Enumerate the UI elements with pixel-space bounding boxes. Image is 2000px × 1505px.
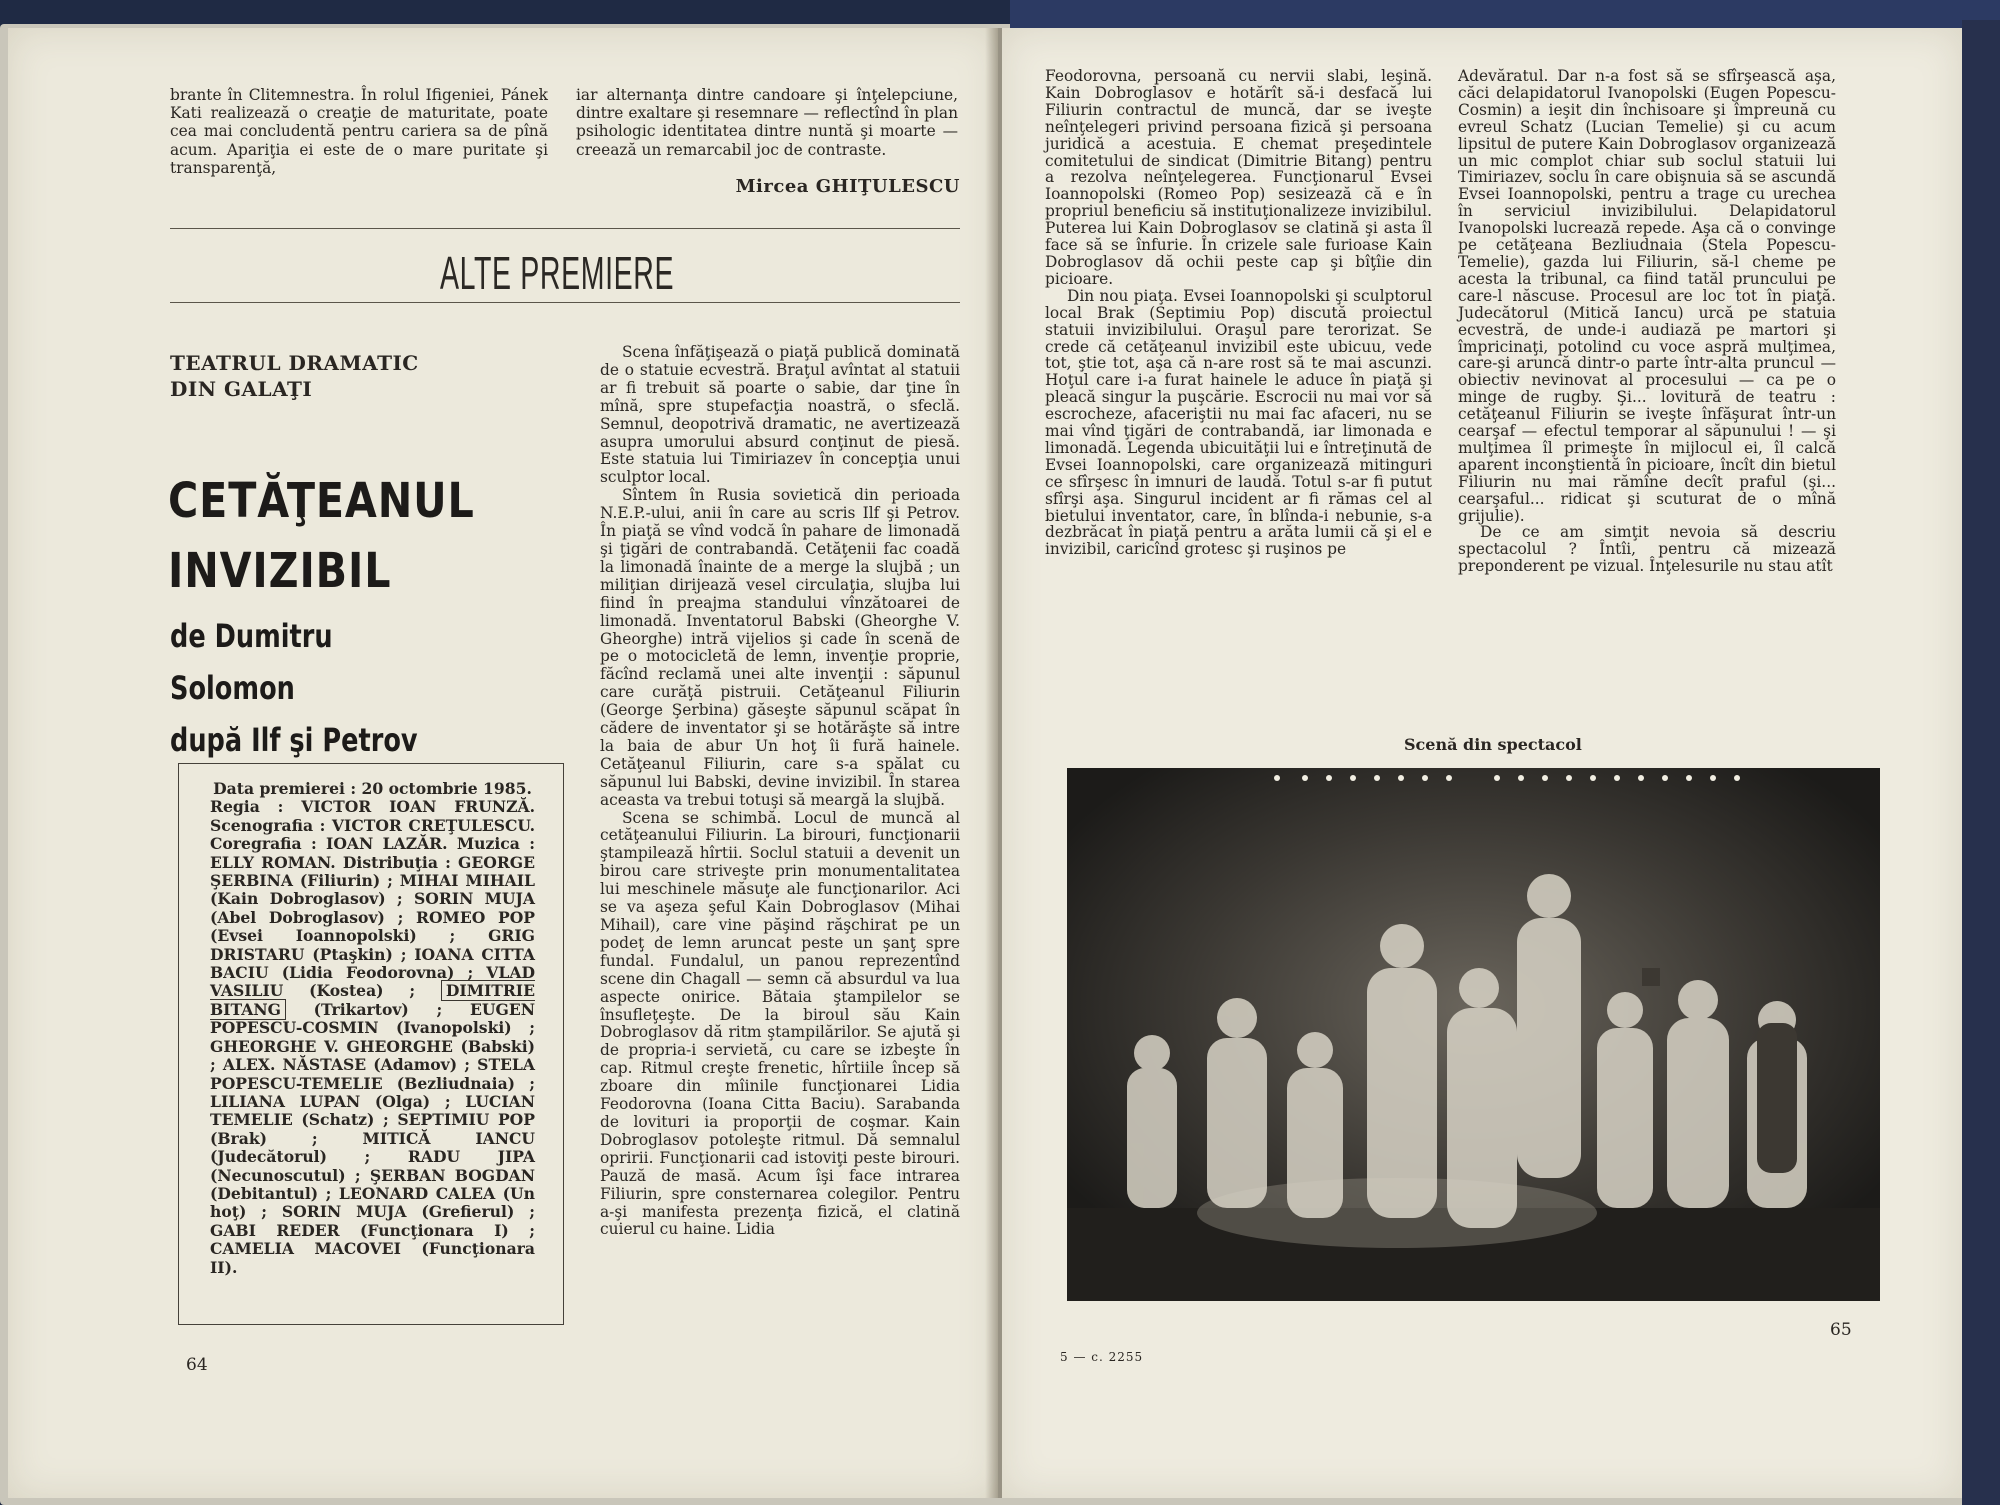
book-cover-right: [1962, 20, 2000, 1505]
print-code: 5 — c. 2255: [1060, 1350, 1144, 1364]
left-top-column-2: [576, 86, 958, 159]
stage-photo: [1067, 768, 1880, 1301]
divider-bottom: [170, 302, 960, 303]
paragraph: Scena înfăţişează o piaţă publică dominată de o statuie ecvestră. Braţul avîntat al statuii ar fi trebuit să poarte o sabie, dar ţine în mînă, spre stupefacţia noastră, o sfeclă. Semnul, deopotrivă dramatic, ne avertizează asupra umorului absurd conţinut de piesă. Este statuia lui Timiriazev în concepţia unui sculptor local.: [600, 343, 960, 487]
photo-caption: Scenă din spectacol: [1404, 735, 1582, 754]
credits-part-1: Regia : VICTOR IOAN FRUNZĂ. Scenografia : VICTOR CREŢULESCU. Coregrafia : IOAN LAZĂR. Muzica : ELLY ROMAN. Distribuţia : GEORGE ŞERBINA (Filiurin) ; MIHAI MIHAIL (Kain Dobroglasov) ; SORIN MUJA (Abel Dobroglasov) ; ROMEO POP (Evsei Ioannopolski) ; GRIG DRISTARU (Ptaşkin) ; IOANA CITTA BACIU (Lidia Feodorovna) ; VLAD VASILIU (Kostea) ;: [210, 797, 535, 1001]
book-cover-top: [1010, 0, 2000, 30]
right-column-1: [1045, 68, 1432, 558]
paragraph: Scena se schimbă. Locul de muncă al cetăţeanului Filiurin. La birouri, funcţionarii ştampilează hîrtii. Soclul statuii a devenit un birou care striveşte prin monumentalitatea lui meschinele măsuţe ale funcţionarilor. Aci se va aşeza şeful Kain Dobroglasov (Mihai Mihail), care vine păşind răşchirat pe un podeţ de lemn aruncat peste un şanţ spre fundal. Fundalul, un panou reprezentînd scene din Chagall — semn că absurdul va lua aspecte onirice. Bătaia ştampilelor se însufleţeşte. De la biroul său Kain Dobroglasov dă ritm ştampilărilor. Se ajută şi de propria-i servietă, cu care se izbeşte în cap. Ritmul creşte frenetic, hîrtiile încep să zboare din mîinile funcţionarei Lidia Feodorovna (Ioana Citta Baciu). Sarabanda de lovituri ia proporţii de coşmar. Kain Dobroglasov potoleşte ritmul. Dă semnalul opririi. Funcţionarii cad istoviţi peste birouri. Pauză de masă. Acum îşi face intrarea Filiurin, spre consternarea colegilor. Pentru a-şi manifesta prezenţa fizică, el clatină cuierul cu haine. Lidia: [600, 808, 960, 1239]
left-top-column-1: [170, 86, 548, 177]
theatre-line: TEATRUL DRAMATIC: [170, 351, 419, 375]
credits-text: [210, 780, 535, 1277]
credits-part-2: (Trikartov) ; EUGEN POPESCU-COSMIN (Ivanopolski) ; GHEORGHE V. GHEORGHE (Babski) ; ALEX. NĂSTASE (Adamov) ; STELA POPESCU-TEMELIE (Bezliudnaia) ; LILIANA LUPAN (Olga) ; LUCIAN TEMELIE (Schatz) ; SEPTIMIU POP (Brak) ; MITICĂ IANCU (Judecătorul) ; RADU JIPA (Necunoscutul) ; ŞERBAN BOGDAN (Debitantul) ; LEONARD CALEA (Un hoţ) ; SORIN MUJA (Grefierul) ; GABI REDER (Funcţionara I) ; CAMELIA MACOVEI (Funcţionara II).: [210, 999, 535, 1277]
play-title: [168, 466, 475, 606]
page-number-right: 65: [1830, 1320, 1852, 1340]
theatre-name: [170, 350, 470, 402]
paragraph: brante în Clitemnestra. În rolul Ifigeniei, Pánek Kati realizează o creaţie de maturitate, poate cea mai concludentă pentru cariera sa de pînă acum. Apariţia ei este de o mare puritate şi transparenţă,: [170, 86, 548, 177]
paragraph: Feodorovna, persoană cu nervii slabi, leşină. Kain Dobroglasov e hotărît să-i desfacă lui Filiurin contractul de muncă, dar se iveşte neînţelegeri privind persoana fizică şi persoana juridică a acestuia. E chemat preşedintele comitetului de sindicat (Dimitrie Bitang) pentru a rezolva neînţelegerea. Funcţionarul Evsei Ioannopolski (Romeo Pop) sesizează că e în propriul beneficiu să instituţionalizeze invizibilul. Puterea lui Kain Dobroglasov se clatină şi asta îl face să se înfurie. În crizele sale furioase Kain Dobroglasov dă ochii peste cap şi bîţîie din picioare.: [1045, 67, 1432, 288]
paragraph: iar alternanţa dintre candoare şi înţelepciune, dintre exaltare şi resemnare — reflectînd în plan psihologic identitatea dintre nuntă şi moarte — creează un remarcabil joc de contraste.: [576, 86, 958, 159]
theatre-line: DIN GALAŢI: [170, 377, 313, 401]
authors-line: de Dumitru Solomon: [170, 617, 333, 707]
section-title: ALTE PREMIERE: [440, 247, 675, 299]
right-column-2: [1458, 68, 1836, 575]
paragraph: Din nou piaţa. Evsei Ioannopolski şi sculptorul local Brak (Septimiu Pop) discută proiectul statuii invizibilului. Oraşul pare terorizat. Se crede că cetăţeanul invizibil este ubicuu, vede tot, ştie tot, aşa că n-are rost să te mai ascunzi. Hoţul care i-a furat hainele le aduce în piaţă şi pleacă singur la puşcărie. Escrocii nu mai vor să escrocheze, afaceriştii nu mai fac afaceri, nu se mai vînd ţigări de contrabandă, iar limonada e limonadă. Legenda ubicuităţii lui e întreţinută de Evsei Ioannopolski, care organizează mitinguri ce sfîrşesc în imnuri de laudă. Totul s-ar fi putut sfîrşi aşa. Singurul incident ar fi rămas cel al bietului inventator, care, în blînda-i nebunie, s-a dezbrăcat în piaţă pentru a arăta lumii că şi el e invizibil, caricînd grotesc şi ruşinos pe: [1045, 286, 1432, 559]
left-body-column: [600, 344, 960, 1239]
play-title-line: INVIZIBIL: [168, 543, 392, 599]
authors-line: după Ilf şi Petrov: [170, 721, 418, 759]
play-authors: [170, 610, 426, 766]
paragraph: Adevăratul. Dar n-a fost să se sfîrşească aşa, căci delapidatorul Ivanopolski (Eugen Popescu-Cosmin) a ieşit din închisoare şi împreună cu evreul Schatz (Lucian Temelie) şi cu acum lipsitul de putere Kain Dobroglasov organizează un mic complot chiar sub soclul statuii lui Timiriazev, soclu în care obişnuia să se ascundă Evsei Ioannopolski, pentru a trage cu urechea în serviciul invizibilului. Delapidatorul Ivanopolski lucrează repede. Aşa că o convinge pe cetăţeana Bezliudnaia (Stela Popescu-Temelie), gazda lui Filiurin, să-l cheme pe acesta la tribunal, ca fiind tatăl pruncului pe care-l născuse. Procesul are loc tot în piaţă. Judecătorul (Mitică Iancu) urcă pe statuia ecvestră, de unde-i audiază pe martori şi împricinaţi, potolind cu voce aspră mulţimea, care-şi aruncă dintr-o parte într-alta pruncul — obiectiv nevinovat al procesului — ca pe o minge de rugby. Şi... lovitură de teatru : cetăţeanul Filiurin se iveşte înfăşurat într-un cearşaf — efectul temporar al săpunului ! — şi mulţimea îl primeşte în mijlocul ei, îl calcă aparent inconştientă în picioare, încît din bietul Filiurin nu mai rămîne decît praful (şi... cearşaful... ridicat şi scuturat de o mînă grijulie).: [1458, 67, 1836, 525]
play-title-line: CETĂŢEANUL: [168, 473, 475, 529]
page-number-left: 64: [186, 1355, 208, 1375]
divider-top: [170, 228, 960, 229]
paragraph: Sîntem în Rusia sovietică din perioada N.E.P.-ului, anii în care au scris Ilf şi Petrov. În piaţă se vînd vodcă în pahare de limonadă şi ţigări de contrabandă. Cetăţenii fac coadă la limonadă înainte de a merge la slujbă ; un miliţian dirijează vesel circulaţia, slujba lui fiind în preajma standului vînzătoarei de limonadă. Inventatorul Babski (Gheorghe V. Gheorghe) intră vijelios şi cade în scenă de pe o motocicletă de lemn, invenţie proprie, făcînd reclamă unei alte invenţii : săpunul care curăţă pistruii. Cetăţeanul Filiurin (George Şerbina) găseşte săpunul scăpat în cădere de inventator şi se hotărăşte să intre la baia de abur Un hoţ îi fură hainele. Cetăţeanul Filiurin, care s-a spălat cu săpunul lui Babski, devine invizibil. În starea aceasta va trebui totuşi să meargă la slujbă.: [600, 486, 960, 809]
author-signature: Mircea GHIŢULESCU: [735, 176, 960, 197]
paragraph: De ce am simţit nevoia să descriu spectacolul ? Întîi, pentru că mizează preponderent pe vizual. Înţelesurile nu stau atît: [1458, 523, 1836, 576]
credits-boxed-name: DIMITRIE BITANG: [210, 981, 535, 1019]
premiere-date: Data premierei : 20 octombrie 1985.: [213, 779, 532, 798]
